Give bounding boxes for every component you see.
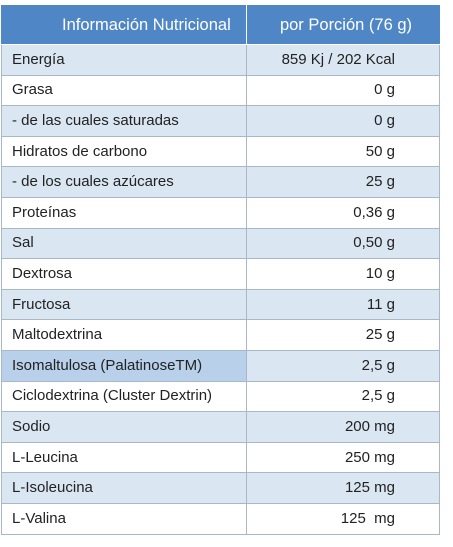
nutrient-name: Grasa — [2, 75, 247, 106]
nutrition-table-body — [2, 45, 440, 535]
table-row — [2, 442, 440, 473]
table-row — [2, 75, 440, 106]
table-row — [2, 167, 440, 198]
nutrient-name: L-Valina — [2, 503, 247, 534]
nutrient-name: Proteínas — [2, 197, 247, 228]
nutrient-name: - de los cuales azúcares — [2, 167, 247, 198]
table-row — [2, 381, 440, 412]
nutrient-name: L-Isoleucina — [2, 473, 247, 504]
table-row — [2, 106, 440, 137]
header-nutrient-label: Información Nutricional — [2, 6, 247, 45]
nutrition-table-header — [2, 6, 440, 45]
nutrient-name: Energía — [2, 45, 247, 76]
table-row — [2, 350, 440, 381]
nutrient-name: Ciclodextrina (Cluster Dextrin) — [2, 381, 247, 412]
nutrient-value: 50 g — [247, 136, 440, 167]
nutrient-value: 11 g — [247, 289, 440, 320]
nutrient-value: 0 g — [247, 75, 440, 106]
nutrient-value: 250 mg — [247, 442, 440, 473]
nutrient-value: 125 mg — [247, 503, 440, 534]
table-row — [2, 45, 440, 76]
header-per-serving-label: por Porción (76 g) — [247, 6, 440, 45]
header-row — [2, 6, 440, 45]
nutrient-value: 25 g — [247, 320, 440, 351]
table-row — [2, 136, 440, 167]
table-row — [2, 228, 440, 259]
nutrient-name: Isomaltulosa (PalatinoseTM) — [2, 350, 247, 381]
nutrient-value: 25 g — [247, 167, 440, 198]
nutrient-name: Hidratos de carbono — [2, 136, 247, 167]
nutrient-value: 0 g — [247, 106, 440, 137]
nutrient-value: 2,5 g — [247, 350, 440, 381]
nutrient-name: - de las cuales saturadas — [2, 106, 247, 137]
nutrient-value: 859 Kj / 202 Kcal — [247, 45, 440, 76]
nutrient-value: 200 mg — [247, 412, 440, 443]
table-row — [2, 412, 440, 443]
nutrient-value: 125 mg — [247, 473, 440, 504]
nutrient-value: 10 g — [247, 259, 440, 290]
nutrient-name: Maltodextrina — [2, 320, 247, 351]
nutrient-value: 0,50 g — [247, 228, 440, 259]
nutrient-name: Sal — [2, 228, 247, 259]
nutrient-value: 0,36 g — [247, 197, 440, 228]
nutrition-table — [1, 5, 440, 535]
table-row — [2, 320, 440, 351]
nutrient-name: L-Leucina — [2, 442, 247, 473]
table-row — [2, 473, 440, 504]
nutrient-name: Fructosa — [2, 289, 247, 320]
table-row — [2, 289, 440, 320]
table-row — [2, 259, 440, 290]
nutrient-value: 2,5 g — [247, 381, 440, 412]
table-row — [2, 197, 440, 228]
nutrient-name: Dextrosa — [2, 259, 247, 290]
nutrient-name: Sodio — [2, 412, 247, 443]
table-row — [2, 503, 440, 534]
